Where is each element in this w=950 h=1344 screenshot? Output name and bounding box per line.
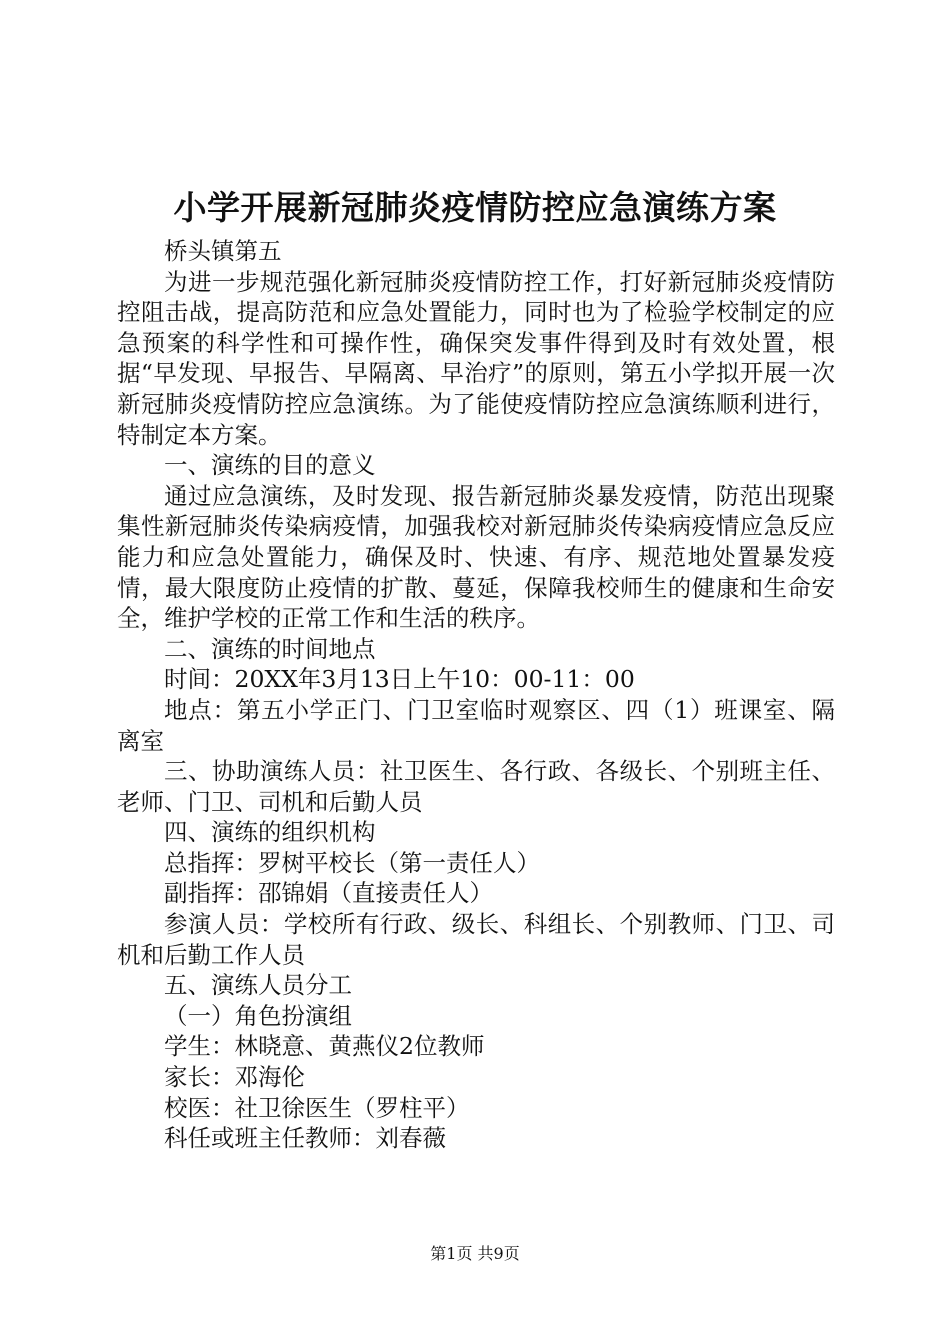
document-title: 小学开展新冠肺炎疫情防控应急演练方案 xyxy=(173,188,777,227)
teacher-line: 科任或班主任教师：刘春薇 xyxy=(164,1124,446,1153)
students-line: 学生：林晓意、黄燕仪2位教师 xyxy=(164,1032,485,1061)
place-line: 地点：第五小学正门、门卫室临时观察区、四（1）班课室、隔离室 xyxy=(117,695,835,755)
section-heading-division: 五、演练人员分工 xyxy=(164,971,352,1000)
section-heading-time-place: 二、演练的时间地点 xyxy=(164,634,376,663)
author-line: 桥头镇第五 xyxy=(164,237,282,265)
school-doctor-line: 校医：社卫徐医生（罗柱平） xyxy=(164,1093,470,1122)
section-heading-organization: 四、演练的组织机构 xyxy=(164,818,376,847)
parent-line: 家长：邓海伦 xyxy=(164,1063,305,1092)
document-body xyxy=(117,236,835,1154)
chief-commander-line: 总指挥：罗树平校长（第一责任人） xyxy=(164,848,540,877)
time-line: 时间：20XX年3月13日上午10：00-11：00 xyxy=(164,665,635,694)
assisting-staff-line: 三、协助演练人员：社卫医生、各行政、各级长、个别班主任、老师、门卫、司机和后勤人员 xyxy=(117,757,835,816)
subsection-role-play: （一）角色扮演组 xyxy=(164,1001,352,1030)
participants-line: 参演人员：学校所有行政、级长、科组长、个别教师、门卫、司机和后勤工作人员 xyxy=(117,910,835,969)
page-footer: 第1页 共9页 xyxy=(430,1244,520,1263)
section-heading-purpose: 一、演练的目的意义 xyxy=(164,451,376,480)
purpose-paragraph: 通过应急演练，及时发现、报告新冠肺炎暴发疫情，防范出现聚集性新冠肺炎传染病疫情，加强我校对新冠肺炎传染病疫情应急反应能力和应急处置能力，确保及时、快速、有序、规范地处置暴发疫情，最大限度防止疫情的扩散、蔓延，保障我校师生的健康和生命安全，维护学校的正常工作和生活的秩序。 xyxy=(117,481,835,633)
intro-paragraph: 为进一步规范强化新冠肺炎疫情防控工作，打好新冠肺炎疫情防控阻击战，提高防范和应急处置能力，同时也为了检验学校制定的应急预案的科学性和可操作性，确保突发事件得到及时有效处置，根据“早发现、早报告、早隔离、早治疗”的原则，第五小学拟开展一次新冠肺炎疫情防控应急演练。为了能使疫情防控应急演练顺利进行，特制定本方案。 xyxy=(117,267,835,449)
deputy-commander-line: 副指挥：邵锦娟（直接责任人） xyxy=(164,879,493,908)
